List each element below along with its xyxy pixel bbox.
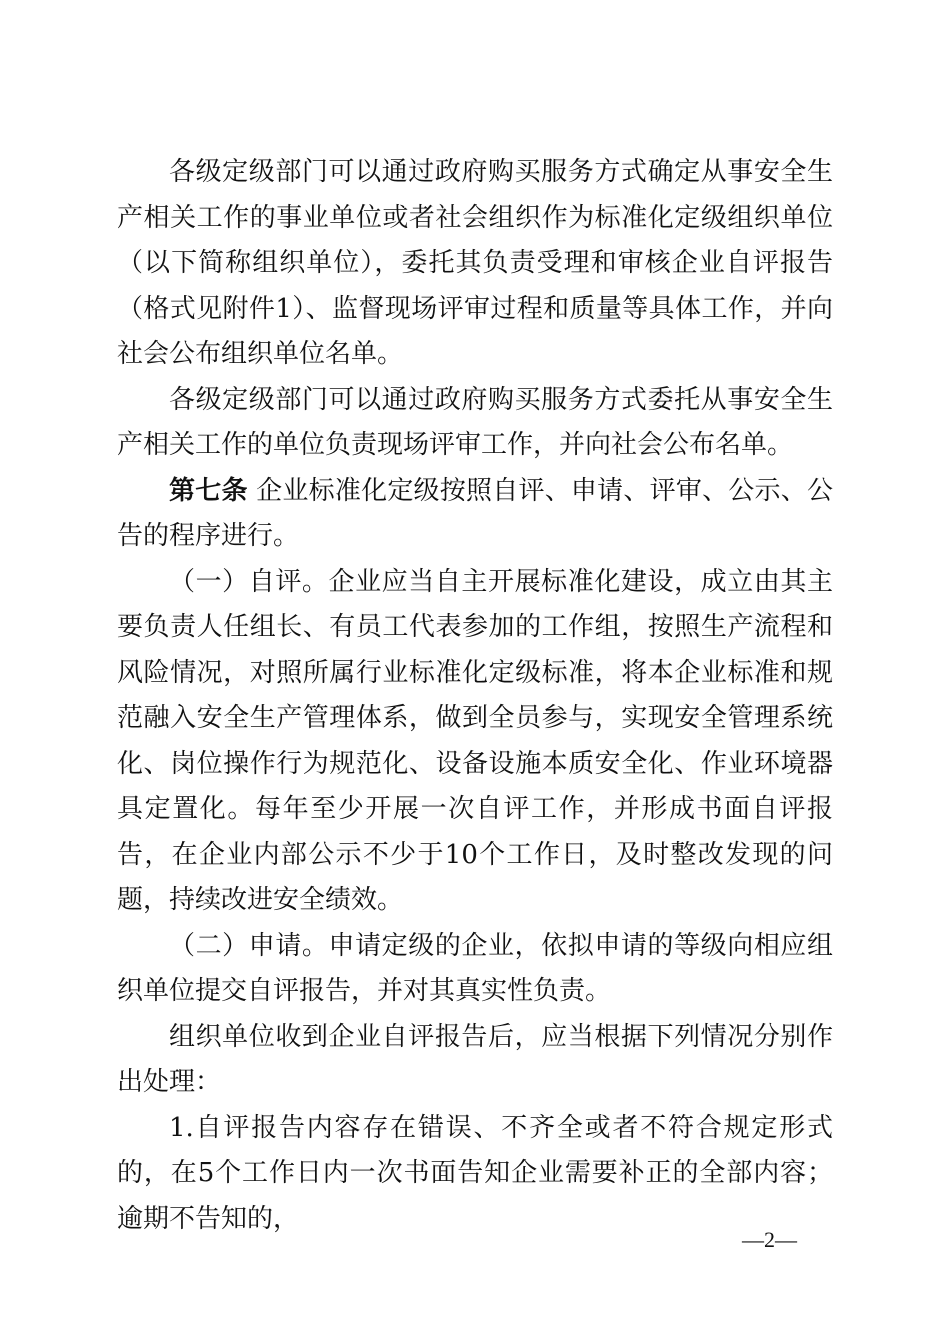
paragraph-text: 1.自评报告内容存在错误、不齐全或者不符合规定形式的，在5个工作日内一次书面告知企业需要补正的全部内容；逾期不告知的， xyxy=(117,1112,833,1234)
paragraph-application xyxy=(117,924,833,1015)
page-number: —2— xyxy=(742,1227,797,1252)
paragraph-text: 各级定级部门可以通过政府购买服务方式委托从事安全生产相关工作的单位负责现场评审工作，并向社会公布名单。 xyxy=(117,384,833,460)
paragraph-processing xyxy=(117,1015,833,1106)
paragraph-text: （一）自评。企业应当自主开展标准化建设，成立由其主要负责人任组长、有员工代表参加的工作组，按照生产流程和风险情况，对照所属行业标准化定级标准，将本企业标准和规范融入安全生产管理体系，做到全员参与，实现安全管理系统化、岗位操作行为规范化、设备设施本质安全化、作业环境器具定置化。每年至少开展一次自评工作，并形成书面自评报告，在企业内部公示不少于10个工作日，及时整改发现的问题，持续改进安全绩效。 xyxy=(117,566,833,915)
paragraph-text: （二）申请。申请定级的企业，依拟申请的等级向相应组织单位提交自评报告，并对其真实性负责。 xyxy=(117,930,833,1006)
paragraph-self-evaluation xyxy=(117,560,833,924)
article-heading: 第七条 xyxy=(169,475,248,506)
article-seven xyxy=(117,469,833,560)
paragraph-text: 企业标准化定级按照自评、申请、评审、公示、公告的程序进行。 xyxy=(117,475,833,551)
paragraph-text: 组织单位收到企业自评报告后，应当根据下列情况分别作出处理： xyxy=(117,1021,833,1097)
document-body xyxy=(117,150,833,1242)
paragraph-organizing-unit xyxy=(117,150,833,378)
paragraph-on-site-review xyxy=(117,378,833,469)
list-item-1 xyxy=(117,1106,833,1243)
paragraph-text: 各级定级部门可以通过政府购买服务方式确定从事安全生产相关工作的事业单位或者社会组织作为标准化定级组织单位（以下简称组织单位），委托其负责受理和审核企业自评报告（格式见附件1）、监督现场评审过程和质量等具体工作，并向社会公布组织单位名单。 xyxy=(117,157,833,369)
